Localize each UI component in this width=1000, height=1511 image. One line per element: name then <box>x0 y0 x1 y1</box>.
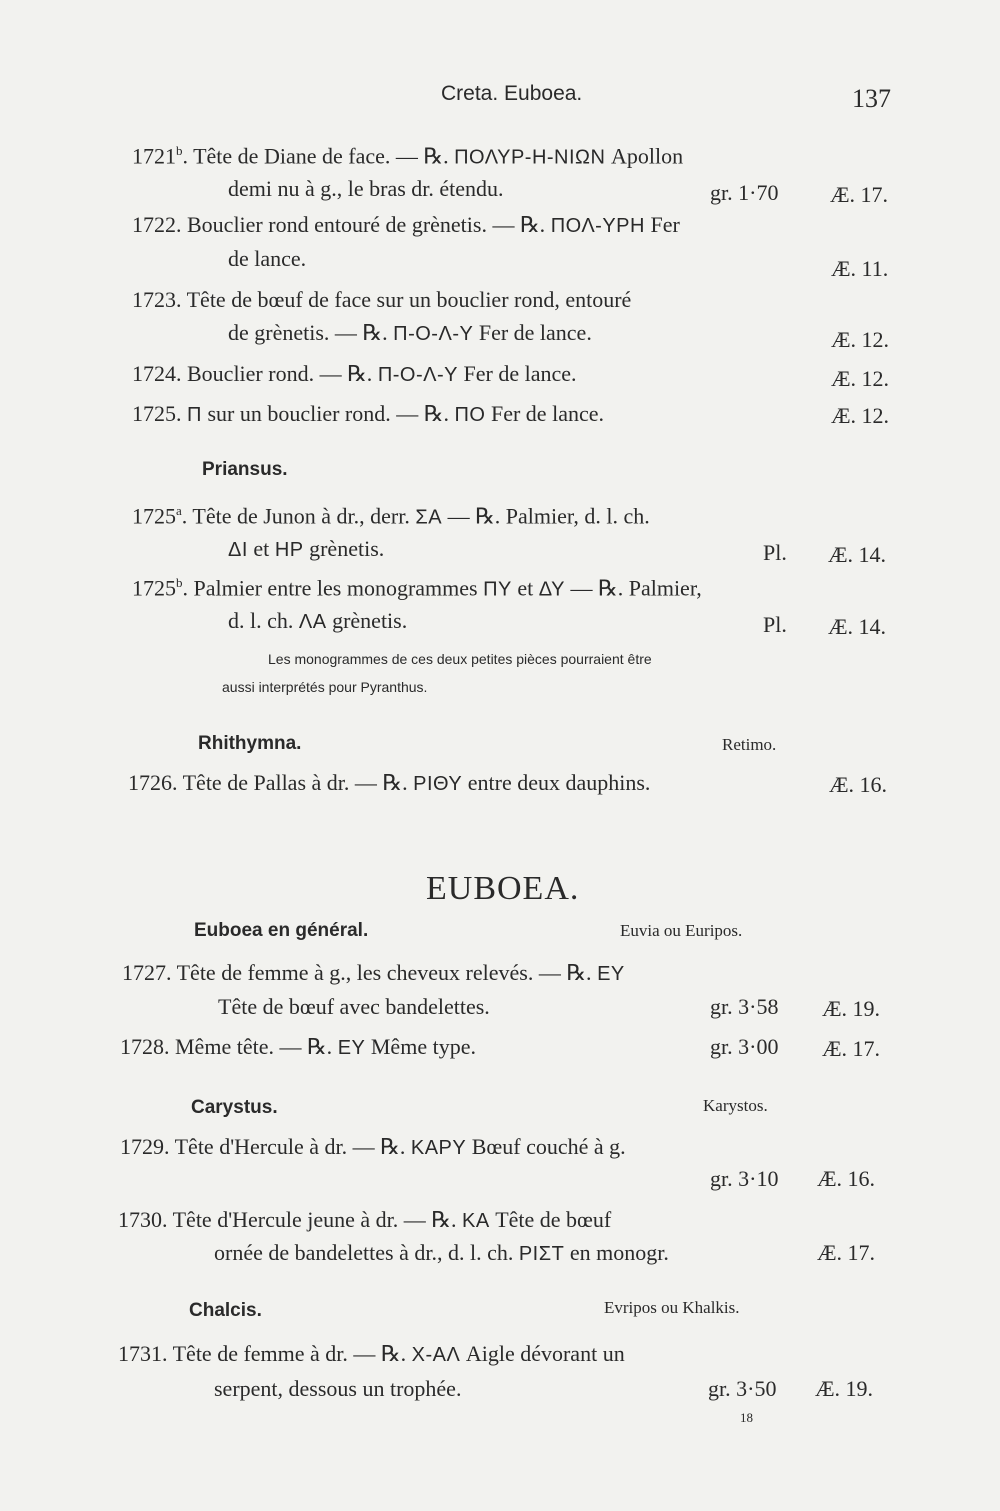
entry-number: 1725. <box>132 401 182 426</box>
greek-legend: ΚΑ <box>462 1210 490 1232</box>
greek-legend: Π <box>187 404 202 426</box>
catalog-entry-1725a <box>132 503 650 529</box>
entry-text: et <box>517 575 534 601</box>
catalog-entry-1722 <box>132 212 680 238</box>
region-title: EUBOEA. <box>426 870 580 907</box>
catalog-entry-1725b <box>132 575 702 601</box>
modern-name: Karystos. <box>703 1096 768 1115</box>
entry-number: 1731. <box>118 1341 168 1366</box>
entry-text: Tête de bœuf <box>495 1207 612 1232</box>
entry-text: Apollon <box>610 143 684 169</box>
entry-text: et <box>253 536 270 561</box>
plate-reference: Pl. <box>763 612 787 637</box>
entry-text: . Tête de Junon à dr., derr. <box>181 503 410 529</box>
weight: gr. 3·00 <box>710 1034 779 1059</box>
entry-number: 1726. <box>128 770 178 795</box>
entry-number-suffix: a <box>176 503 182 518</box>
entry-text: entre deux dauphins. <box>467 770 651 795</box>
signature-mark: 18 <box>740 1410 753 1425</box>
entry-text: Fer de lance. <box>463 361 577 386</box>
entry-number: 1730. <box>118 1207 168 1232</box>
metal-size: Æ. 12. <box>831 403 890 428</box>
catalog-entry-1724 <box>132 361 577 387</box>
catalog-entry-1730 <box>118 1207 611 1233</box>
greek-legend: ΕΥ <box>337 1037 366 1059</box>
metal-size: Æ. 17. <box>822 1036 881 1061</box>
entry-line: Tête de bœuf avec bandelettes. <box>218 994 490 1019</box>
entry-text: . Palmier entre les monogrammes <box>182 575 478 601</box>
weight: gr. 1·70 <box>710 180 779 205</box>
catalog-entry-1729 <box>120 1134 626 1160</box>
metal-size: Æ. 11. <box>831 256 889 281</box>
section-heading-priansus: Priansus. <box>202 459 288 480</box>
entry-text: Tête d'Hercule jeune à dr. — ℞. <box>172 1207 457 1232</box>
entry-line: serpent, dessous un trophée. <box>214 1376 462 1401</box>
note-line: Les monogrammes de ces deux petites pièces pourraient être <box>268 651 652 667</box>
section-heading-carystus: Carystus. <box>191 1097 278 1118</box>
metal-size: Æ. 14. <box>828 614 887 639</box>
greek-legend: ΕΥ <box>597 963 625 985</box>
entry-number-suffix: b <box>176 575 183 590</box>
entry-line: de lance. <box>228 246 307 271</box>
entry-number: 1725 <box>132 575 176 601</box>
entry-number: 1727. <box>122 960 172 985</box>
page-number: 137 <box>852 84 891 113</box>
modern-name: Euvia ou Euripos. <box>620 921 743 940</box>
entry-text: Bouclier rond. — ℞. <box>187 361 373 386</box>
greek-legend: ΗΡ <box>274 539 304 561</box>
entry-text: d. l. ch. <box>228 608 294 633</box>
entry-number: 1728. <box>120 1034 170 1059</box>
greek-legend: Χ-ΑΛ <box>411 1344 461 1366</box>
greek-legend: Π-Ο-Λ-Υ <box>377 364 458 386</box>
entry-text: Fer <box>650 212 680 237</box>
catalog-entry-1721b <box>132 143 683 169</box>
catalog-entry-1723 <box>132 287 631 313</box>
modern-name: Retimo. <box>722 735 777 754</box>
metal-size: Æ. 14. <box>828 542 887 567</box>
entry-line <box>228 536 384 562</box>
section-heading-rhithymna: Rhithymna. <box>198 733 302 754</box>
metal-size: Æ. 19. <box>815 1376 874 1401</box>
metal-size: Æ. 17. <box>830 182 889 207</box>
entry-text: — ℞. Palmier, d. l. ch. <box>447 503 650 529</box>
entry-text: ornée de bandelettes à dr., d. l. ch. <box>214 1240 514 1265</box>
entry-number: 1722. <box>132 212 182 237</box>
metal-size: Æ. 19. <box>822 996 881 1021</box>
greek-legend: ΛΑ <box>298 611 327 633</box>
section-heading-euboea-general: Euboea en général. <box>194 920 369 941</box>
entry-text: — ℞. Palmier, <box>570 575 702 601</box>
entry-number: 1721 <box>132 143 176 169</box>
greek-legend: ΔΥ <box>538 578 565 601</box>
greek-legend: ΠΟΛ-ΥΡΗ <box>550 215 645 237</box>
catalog-entry-1725 <box>132 401 604 427</box>
metal-size: Æ. 16. <box>817 1166 876 1191</box>
entry-text: Fer de lance. <box>490 401 604 426</box>
greek-legend: ΚΑΡΥ <box>410 1137 467 1159</box>
entry-line <box>214 1240 669 1266</box>
greek-legend: Π-Ο-Λ-Υ <box>393 323 474 345</box>
catalog-entry-1728 <box>120 1034 476 1060</box>
entry-text: . Tête de Diane de face. — ℞. <box>182 143 449 169</box>
greek-legend: ΠΥ <box>483 578 512 601</box>
weight: gr. 3·10 <box>710 1166 779 1191</box>
entry-line <box>228 320 592 346</box>
entry-number-suffix: b <box>176 143 183 158</box>
entry-text: Tête de Pallas à dr. — ℞. <box>182 770 408 795</box>
metal-size: Æ. 17. <box>817 1240 876 1265</box>
running-title: Creta. Euboea. <box>441 82 583 105</box>
catalog-entry-1726 <box>128 770 650 796</box>
entry-text: Même tête. — ℞. <box>175 1034 333 1059</box>
entry-text: Tête de femme à dr. — ℞. <box>172 1341 407 1366</box>
greek-legend: ΔΙ <box>228 539 248 561</box>
entry-number: 1723. <box>132 287 182 312</box>
entry-number: 1729. <box>120 1134 170 1159</box>
catalog-entry-1731 <box>118 1341 625 1367</box>
plate-reference: Pl. <box>763 540 787 565</box>
weight: gr. 3·50 <box>708 1376 777 1401</box>
entry-text: grènetis. <box>309 536 385 561</box>
entry-text: Tête de bœuf de face sur un bouclier rond, entouré <box>186 287 632 312</box>
entry-text: Tête de femme à g., les cheveux relevés. — ℞. <box>176 960 592 985</box>
catalog-entry-1727 <box>122 960 625 986</box>
entry-number: 1724. <box>132 361 182 386</box>
entry-line: demi nu à g., le bras dr. étendu. <box>228 176 504 201</box>
greek-legend: ΣΑ <box>415 506 443 529</box>
entry-text: grènetis. <box>332 608 408 633</box>
greek-legend: ΠΟ <box>454 404 486 426</box>
entry-text: sur un bouclier rond. — ℞. <box>207 401 449 426</box>
entry-text: Même type. <box>370 1034 476 1059</box>
entry-line <box>228 608 407 634</box>
greek-legend: ΡΙΘΥ <box>413 773 463 795</box>
greek-legend: ΠΟΛΥΡ-Η-ΝΙΩΝ <box>454 146 606 169</box>
entry-text: Aigle dévorant un <box>465 1341 625 1366</box>
section-heading-chalcis: Chalcis. <box>189 1300 262 1321</box>
entry-number: 1725 <box>132 503 176 529</box>
metal-size: Æ. 16. <box>829 772 888 797</box>
modern-name: Evripos ou Khalkis. <box>604 1298 740 1317</box>
entry-text: de grènetis. — ℞. <box>228 320 388 345</box>
entry-text: Bœuf couché à g. <box>471 1134 626 1159</box>
metal-size: Æ. 12. <box>831 327 890 352</box>
weight: gr. 3·58 <box>710 994 779 1019</box>
entry-text: Bouclier rond entouré de grènetis. — ℞. <box>187 212 546 237</box>
note-line: aussi interprétés pour Pyranthus. <box>222 679 428 695</box>
greek-legend: ΡΙΣΤ <box>518 1243 565 1265</box>
metal-size: Æ. 12. <box>831 366 890 391</box>
entry-text: en monogr. <box>569 1240 669 1265</box>
entry-text: Fer de lance. <box>478 320 592 345</box>
entry-text: Tête d'Hercule à dr. — ℞. <box>174 1134 406 1159</box>
